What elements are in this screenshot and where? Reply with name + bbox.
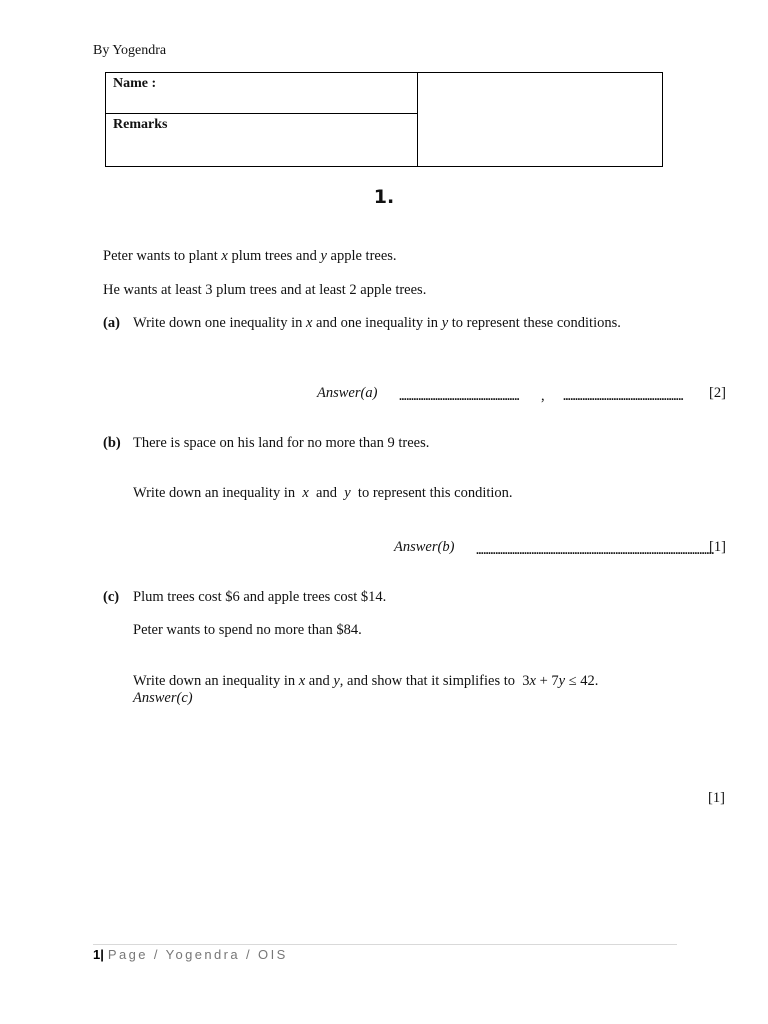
intro-text: apple trees. [326,248,397,264]
intro-text: plum trees and [227,248,321,264]
answer-a-blank-1[interactable]: .................................................. [399,389,520,403]
info-left-column [106,73,418,166]
var-y: y [333,673,340,689]
part-c-marks: [1] [708,790,725,806]
intro-text: Peter wants to plant [103,248,222,264]
author-line: By Yogendra [93,43,167,58]
part-a-text-seg: and one inequality in [312,315,442,331]
footer-divider [93,944,677,945]
part-b-text-seg: Write down an inequality in [133,485,303,501]
part-b-text-seg: and [308,485,345,501]
intro-line-2: He wants at least 3 plum trees and at least 2 apple trees. [103,282,427,298]
part-c-text-seg: ≤ 42. [565,673,599,689]
part-b-text-2 [133,468,513,502]
part-a-marks: [2] [709,385,726,401]
part-c-text-seg: and [305,673,334,689]
part-c-text-3 [133,656,598,690]
var-y: y [441,315,449,331]
part-c-text-seg: , and show that it simplifies to 3 [339,673,530,689]
footer-text: Page / Yogendra / OIS [107,947,288,962]
part-b-text-seg: to represent this condition. [350,485,513,501]
answer-b-blank[interactable]: ................................................................................................... [476,543,714,557]
student-info-table [105,72,663,167]
var-y: y [320,248,327,264]
var-x: x [302,485,309,501]
part-a-text-seg: to represent these conditions. [448,315,621,331]
answer-c-label: Answer(c) [133,690,193,706]
intro-line-1 [103,248,397,265]
var-x: x [298,673,306,689]
answer-a-separator: , [541,388,545,404]
part-c-label: (c) [103,589,120,605]
page-footer [93,947,288,962]
remarks-label: Remarks [113,117,168,132]
footer-separator: | [100,947,104,962]
var-x: x [221,248,228,264]
answer-b-label: Answer(b) [394,539,455,555]
var-x: x [305,315,313,331]
var-y: y [344,485,351,501]
var-x: x [529,673,536,689]
part-b-marks: [1] [709,539,726,555]
var-y: y [558,673,566,689]
part-c-text-seg: Write down an inequality in [133,673,299,689]
part-b-text-1: There is space on his land for no more than 9 trees. [133,435,430,451]
answer-a-label: Answer(a) [317,385,378,401]
part-c-text-2: Peter wants to spend no more than $84. [133,622,362,638]
part-a-text [133,315,621,332]
question-number: 1. [373,186,395,208]
name-label: Name : [113,76,157,91]
part-a-label: (a) [103,315,120,331]
part-c-text-seg: + 7 [535,673,559,689]
part-b-label: (b) [103,435,121,451]
answer-a-blank-2[interactable]: .................................................. [563,389,684,403]
footer-page-number: 1 [93,947,101,962]
name-cell [106,73,417,114]
part-a-text-seg: Write down one inequality in [133,315,306,331]
part-c-text-1: Plum trees cost $6 and apple trees cost $14. [133,589,387,605]
